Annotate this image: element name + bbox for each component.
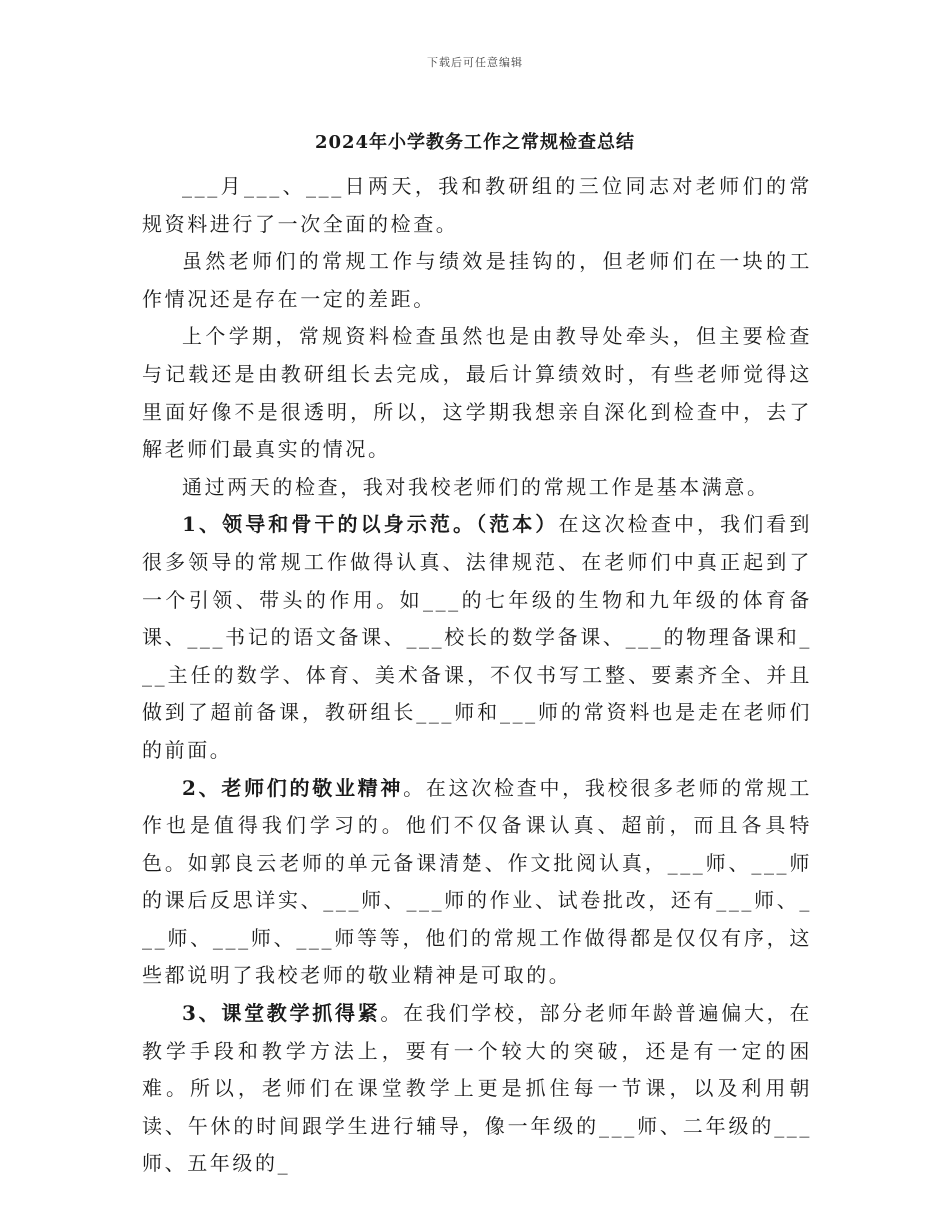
paragraph-3-text: 上个学期，常规资料检查虽然也是由教导处牵头，但主要检查与记载还是由教研组长去完成，最后计算绩效时，有些老师觉得这里面好像不是很透明，所以，这学期我想亲自深化到检查中，去了解老师们最真实的情况。	[142, 324, 812, 462]
paragraph-2	[142, 243, 812, 318]
paragraph-5-text: 在这次检查中，我们看到很多领导的常规工作做得认真、法律规范、在老师们中真正起到了一个引领、带头的作用。如___的七年级的生物和九年级的体育备课、___书记的语文备课、___校长的数学备课、___的物理备课和___主任的数学、体育、美术备课，不仅书写工整、要素齐全、并且做到了超前备课，教研组长___师和___师的常资料也是走在老师们的前面。	[142, 512, 812, 762]
document-body	[142, 168, 812, 1183]
paragraph-1	[142, 168, 812, 243]
paragraph-5-heading: 1、领导和骨干的以身示范。（范本）	[182, 512, 559, 537]
paragraph-6-heading: 2、老师们的敬业精神	[182, 775, 404, 800]
paragraph-7-text: 。在我们学校，部分老师年龄普遍偏大，在教学手段和教学方法上，要有一个较大的突破，还是有一定的困难。所以，老师们在课堂教学上更是抓住每一节课，以及利用朝读、午休的时间跟学生进行辅导，像一年级的___师、二年级的___师、五年级的_	[142, 1001, 812, 1176]
paragraph-2-text: 虽然老师们的常规工作与绩效是挂钩的，但老师们在一块的工作情况还是存在一定的差距。	[142, 249, 812, 311]
paragraph-6	[142, 770, 812, 996]
page-header: 下载后可任意编辑	[427, 56, 523, 69]
paragraph-7-heading: 3、课堂教学抓得紧	[182, 1001, 381, 1026]
paragraph-4	[142, 469, 812, 507]
paragraph-5	[142, 506, 812, 769]
paragraph-3	[142, 318, 812, 468]
paragraph-7	[142, 995, 812, 1183]
document-title: 2024年小学教务工作之常规检查总结	[314, 132, 636, 153]
paragraph-6-text: 。在这次检查中，我校很多老师的常规工作也是值得我们学习的。他们不仅备课认真、超前，而且各具特色。如郭良云老师的单元备课清楚、作文批阅认真，___师、___师的课后反思详实、___师、___师的作业、试卷批改，还有___师、___师、___师、___师等等，他们的常规工作做得都是仅仅有序，这些都说明了我校老师的敬业精神是可取的。	[142, 775, 812, 988]
paragraph-4-text: 通过两天的检查，我对我校老师们的常规工作是基本满意。	[182, 474, 770, 499]
paragraph-1-text: ___月___、___日两天，我和教研组的三位同志对老师们的常规资料进行了一次全面的检查。	[142, 174, 812, 236]
